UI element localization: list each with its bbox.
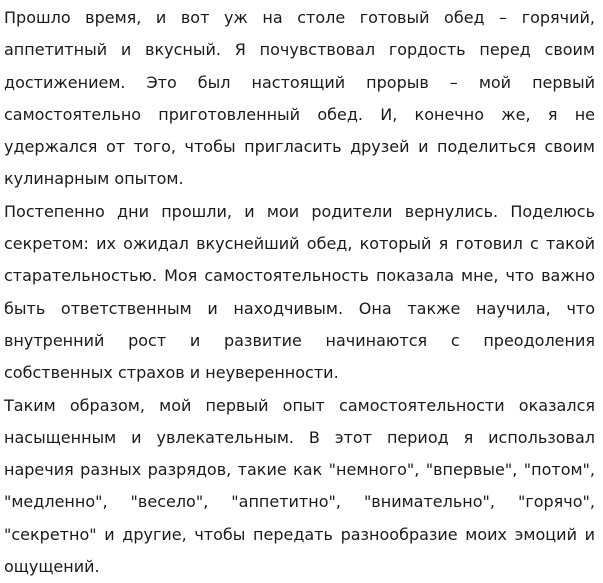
paragraph-conclusion: Таким образом, мой первый опыт самостоятельности оказался насыщенным и увлекательным. В этот период я использовал наречия разных разрядов, такие как "немного", "впервые", "потом", "медленно", "весело", "аппетитно", "внимательно", "горячо", "секретно" и другие, чтобы передать разнообразие моих эмоций и ощущений.	[4, 395, 595, 577]
paragraph-first-dinner: Прошло время, и вот уж на столе готовый обед – горячий, аппетитный и вкусный. Я почувствовал гордость перед своим достижением. Это был настоящий прорыв – мой первый самостоятельно приготовленный обед. И, конечно же, я не удержался от того, чтобы пригласить друзей и поделиться своим кулинарным опытом.	[4, 8, 595, 189]
paragraph-parents-return: Постепенно дни прошли, и мои родители вернулись. Поделюсь секретом: их ожидал вкуснейший обед, который я готовил с такой старательностью. Моя самостоятельность показала мне, что важно быть ответственным и находчивым. Она также научила, что внутренний рост и развитие начинаются с преодоления собственных страхов и неуверенности.	[4, 201, 595, 383]
